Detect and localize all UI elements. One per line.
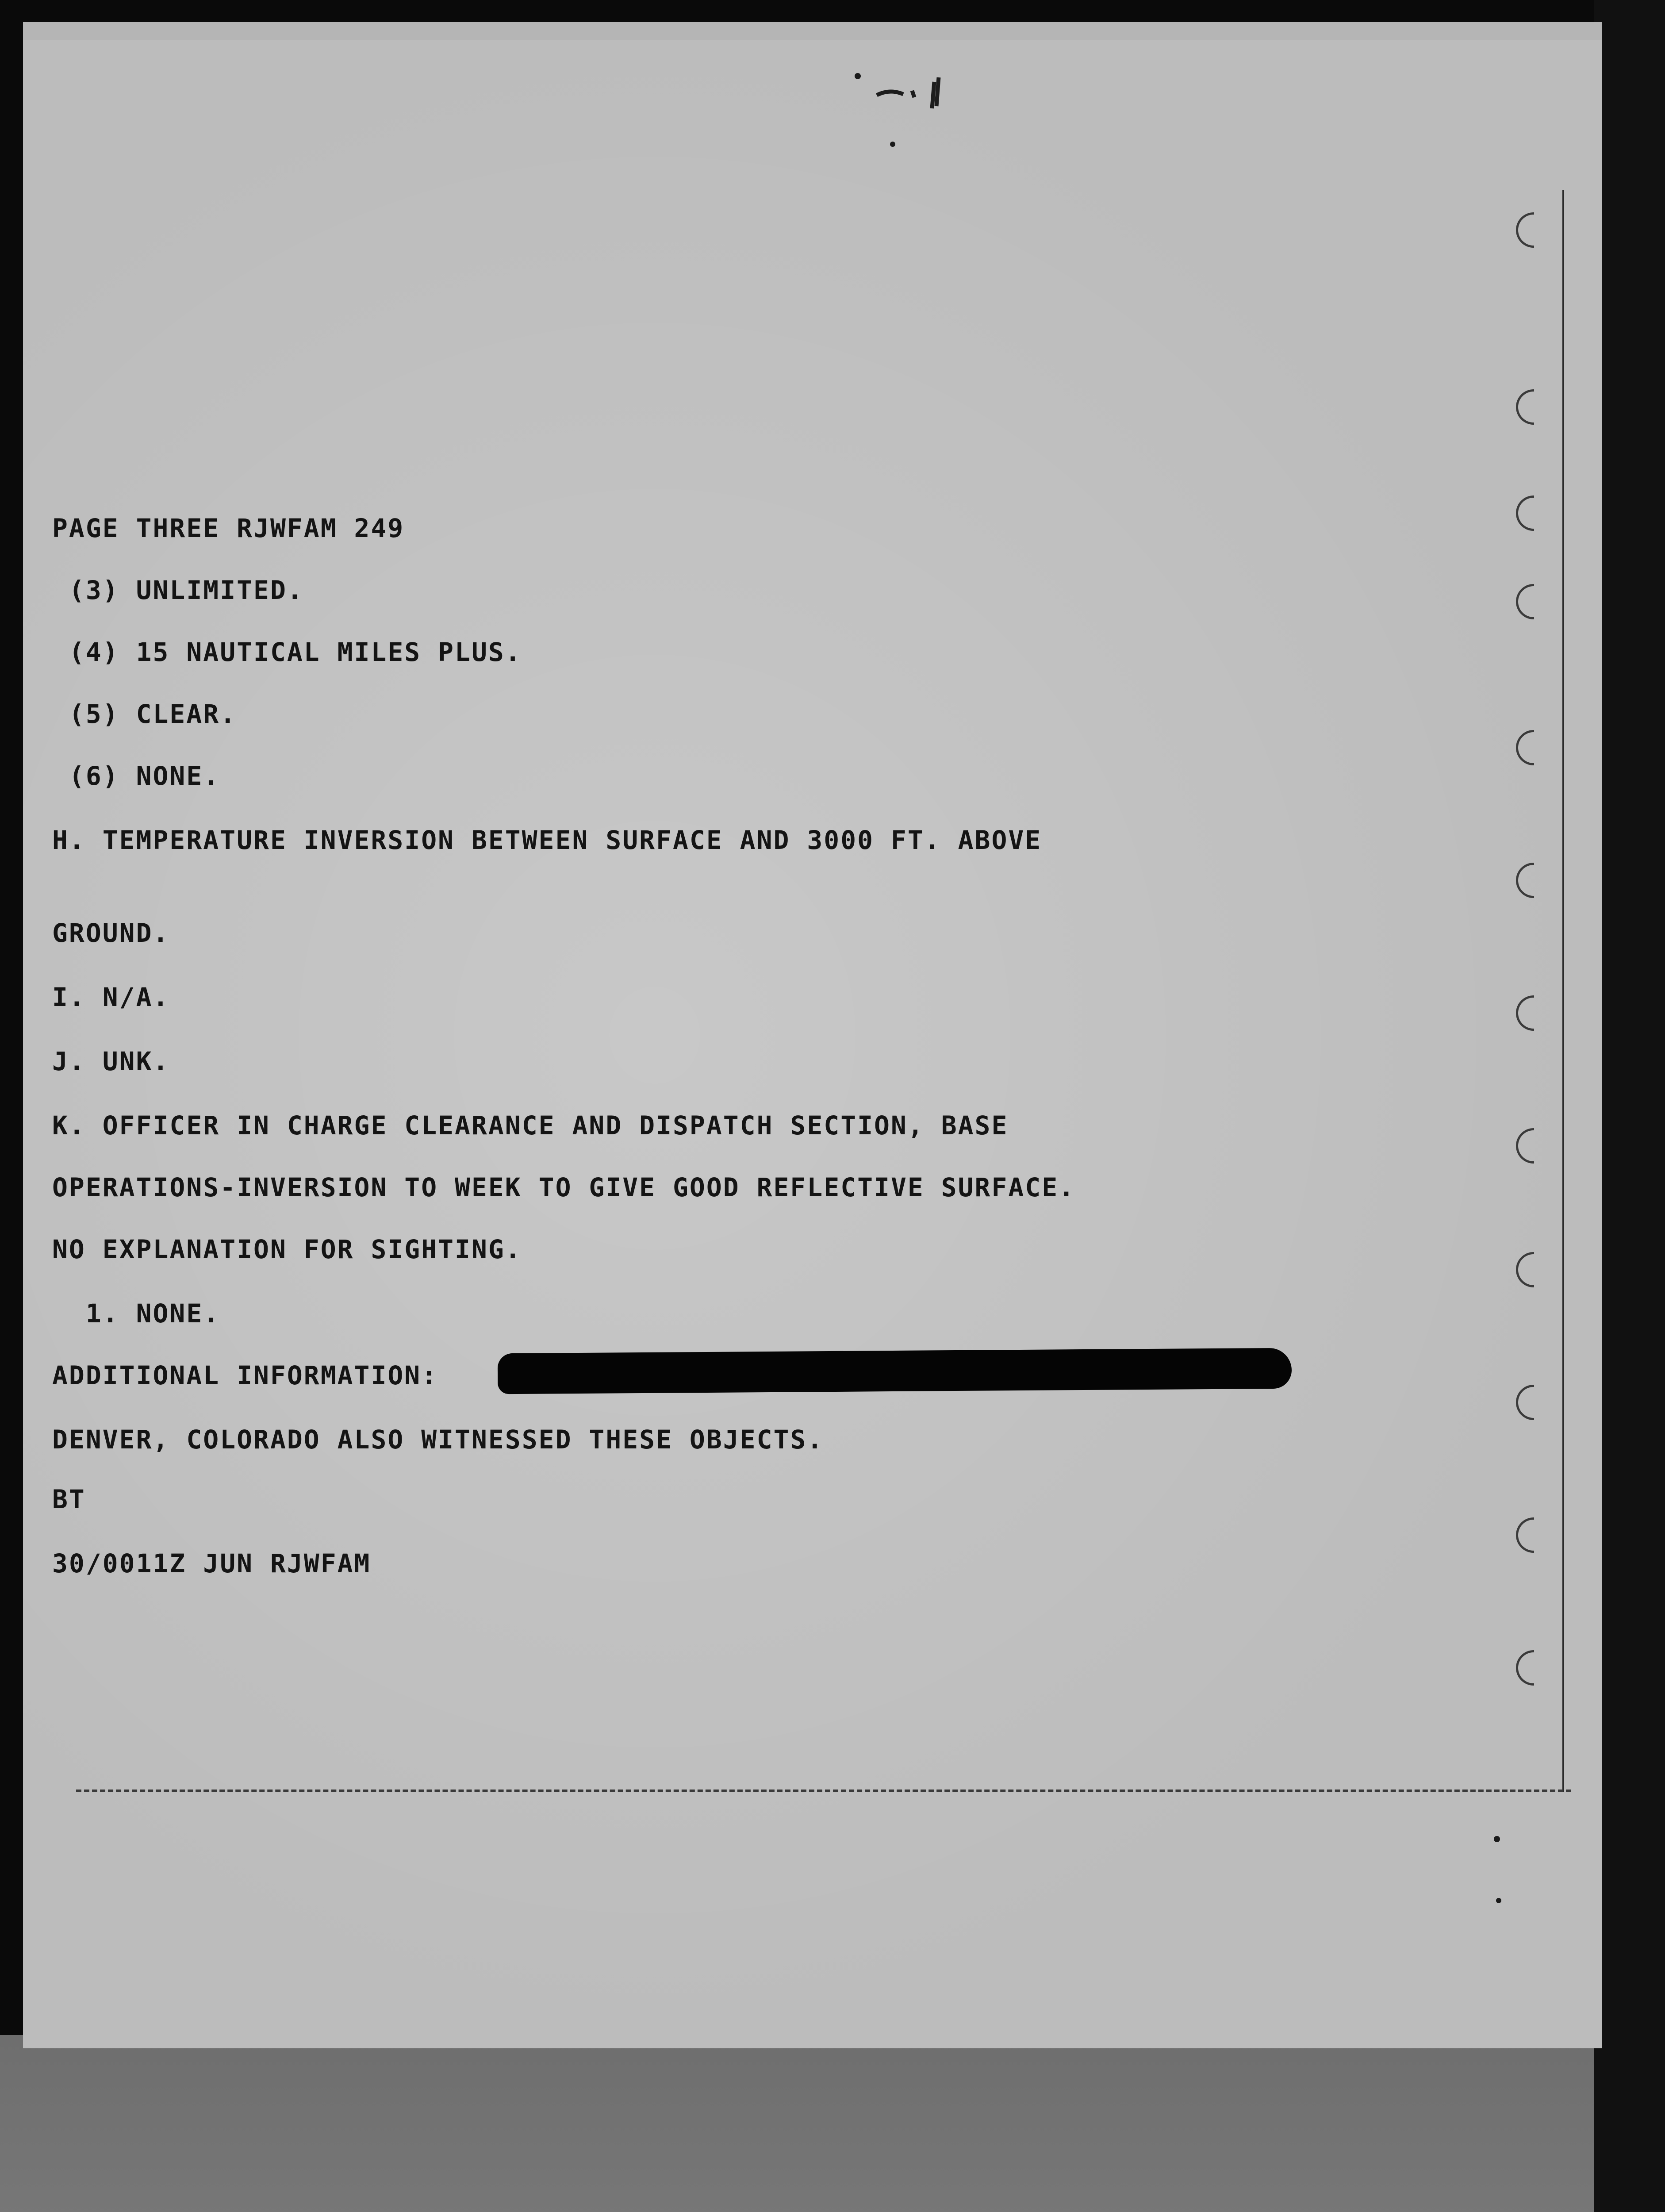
- text-line: (5) CLEAR.: [52, 699, 237, 729]
- text-line: K. OFFICER IN CHARGE CLEARANCE AND DISPATCH SECTION, BASE: [52, 1110, 1009, 1141]
- dust-speck: [855, 73, 861, 79]
- dashed-cut-line: [76, 1790, 1571, 1792]
- text-line: H. TEMPERATURE INVERSION BETWEEN SURFACE AND 3000 FT. ABOVE: [52, 825, 1042, 855]
- text-line: J. UNK.: [52, 1046, 170, 1076]
- page-header-line: PAGE THREE RJWFAM 249: [52, 513, 405, 543]
- date-time-group: 30/0011Z JUN RJWFAM: [52, 1548, 371, 1578]
- text-line: NO EXPLANATION FOR SIGHTING.: [52, 1234, 522, 1264]
- sheet-top-edge: [23, 22, 1602, 40]
- text-line: (4) 15 NAUTICAL MILES PLUS.: [52, 637, 522, 667]
- text-line: OPERATIONS-INVERSION TO WEEK TO GIVE GOOD REFLECTIVE SURFACE.: [52, 1172, 1076, 1202]
- reverse-side-bleed-through: [443, 243, 1593, 1615]
- scan-edge: [1594, 0, 1665, 2212]
- form-margin-print: [1545, 181, 1562, 1730]
- text-line: BT: [52, 1484, 86, 1514]
- text-line: DENVER, COLORADO ALSO WITNESSED THESE OBJECTS.: [52, 1425, 824, 1455]
- text-line: 1. NONE.: [52, 1298, 220, 1329]
- paper-sheet: [23, 22, 1602, 2048]
- tear-line: [1562, 190, 1564, 1792]
- dust-speck: [1496, 1898, 1501, 1903]
- text-line: I. N/A.: [52, 982, 170, 1012]
- dust-speck: [890, 142, 895, 147]
- perforation-mark: [1516, 1650, 1534, 1686]
- perforation-mark: [1516, 212, 1534, 248]
- redaction-bar: [498, 1348, 1292, 1394]
- text-line: (6) NONE.: [52, 761, 220, 791]
- top-smudge-mark: [872, 64, 970, 113]
- text-line: ADDITIONAL INFORMATION:: [52, 1360, 438, 1390]
- desk-surface: [0, 2035, 1665, 2212]
- text-line: (3) UNLIMITED.: [52, 575, 304, 605]
- dust-speck: [1494, 1836, 1500, 1842]
- text-line: GROUND.: [52, 918, 170, 948]
